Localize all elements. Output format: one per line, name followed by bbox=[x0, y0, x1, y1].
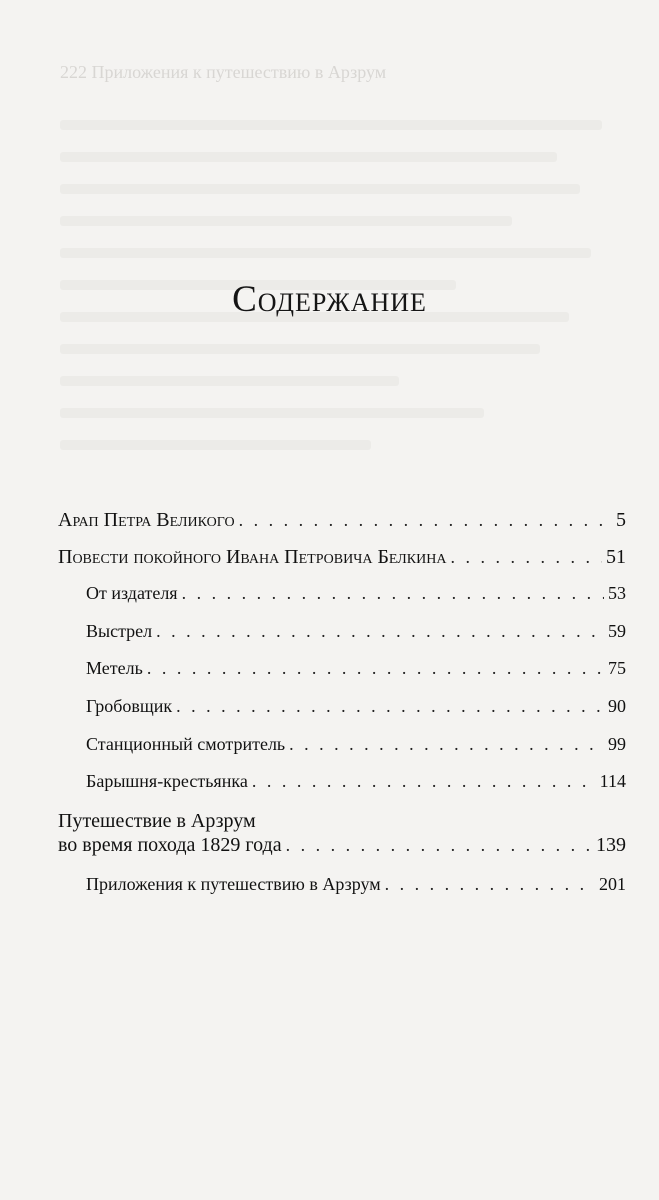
leader-dots bbox=[147, 656, 604, 680]
leader-dots bbox=[176, 694, 604, 718]
toc-entry-page: 139 bbox=[596, 834, 626, 856]
toc-entry-page: 90 bbox=[608, 696, 626, 716]
leader-dots bbox=[239, 508, 612, 532]
toc-entry-arap[interactable] bbox=[58, 508, 626, 532]
leader-dots bbox=[286, 833, 592, 857]
toc-entry-arzrum[interactable] bbox=[58, 809, 626, 857]
toc-entry-page: 114 bbox=[599, 771, 626, 791]
toc-subentry-prilozheniya[interactable] bbox=[86, 872, 626, 896]
leader-dots bbox=[182, 581, 604, 605]
toc-entry-title: Повести покойного Ивана Петровича Белкина bbox=[58, 546, 447, 568]
toc-subentry-baryshnya[interactable] bbox=[86, 769, 626, 793]
toc-subentry-stantsionny[interactable] bbox=[86, 732, 626, 756]
toc-entry-page: 201 bbox=[599, 874, 626, 894]
toc-subentry-metel[interactable] bbox=[86, 656, 626, 680]
toc-entry-title: Арап Петра Великого bbox=[58, 509, 235, 531]
toc-entry-title: Станционный смотритель bbox=[86, 734, 286, 754]
leader-dots bbox=[385, 872, 595, 896]
toc-entry-belkin[interactable] bbox=[58, 545, 626, 569]
leader-dots bbox=[450, 545, 602, 569]
leader-dots bbox=[252, 769, 596, 793]
toc-entry-title: Выстрел bbox=[86, 621, 153, 641]
toc-entry-title: От издателя bbox=[86, 583, 178, 603]
toc-entry-title: Приложения к путешествию в Арзрум bbox=[86, 874, 381, 894]
bleed-through-header: 222 Приложения к путешествию в Арзрум bbox=[60, 62, 387, 82]
leader-dots bbox=[289, 732, 604, 756]
toc-subentry-ot-izdatelya[interactable] bbox=[86, 581, 626, 605]
toc-entry-page: 53 bbox=[608, 583, 626, 603]
toc-entry-page: 51 bbox=[606, 546, 626, 568]
toc-entry-page: 75 bbox=[608, 658, 626, 678]
toc-subentry-grobovshchik[interactable] bbox=[86, 694, 626, 718]
page-title: Содержание bbox=[232, 279, 427, 320]
toc-entry-title: Гробовщик bbox=[86, 696, 173, 716]
leader-dots bbox=[156, 619, 604, 643]
toc-entry-title: Барышня-крестьянка bbox=[86, 771, 248, 791]
toc-entry-page: 59 bbox=[608, 621, 626, 641]
toc-entry-title-line2: во время похода 1829 года bbox=[58, 834, 282, 856]
toc-entry-page: 99 bbox=[608, 734, 626, 754]
toc-entry-page: 5 bbox=[616, 509, 626, 531]
toc-entry-title: Метель bbox=[86, 658, 143, 678]
table-of-contents bbox=[58, 508, 626, 896]
toc-subentry-vystrel[interactable] bbox=[86, 619, 626, 643]
toc-entry-title-line1: Путешествие в Арзрум bbox=[58, 810, 256, 832]
